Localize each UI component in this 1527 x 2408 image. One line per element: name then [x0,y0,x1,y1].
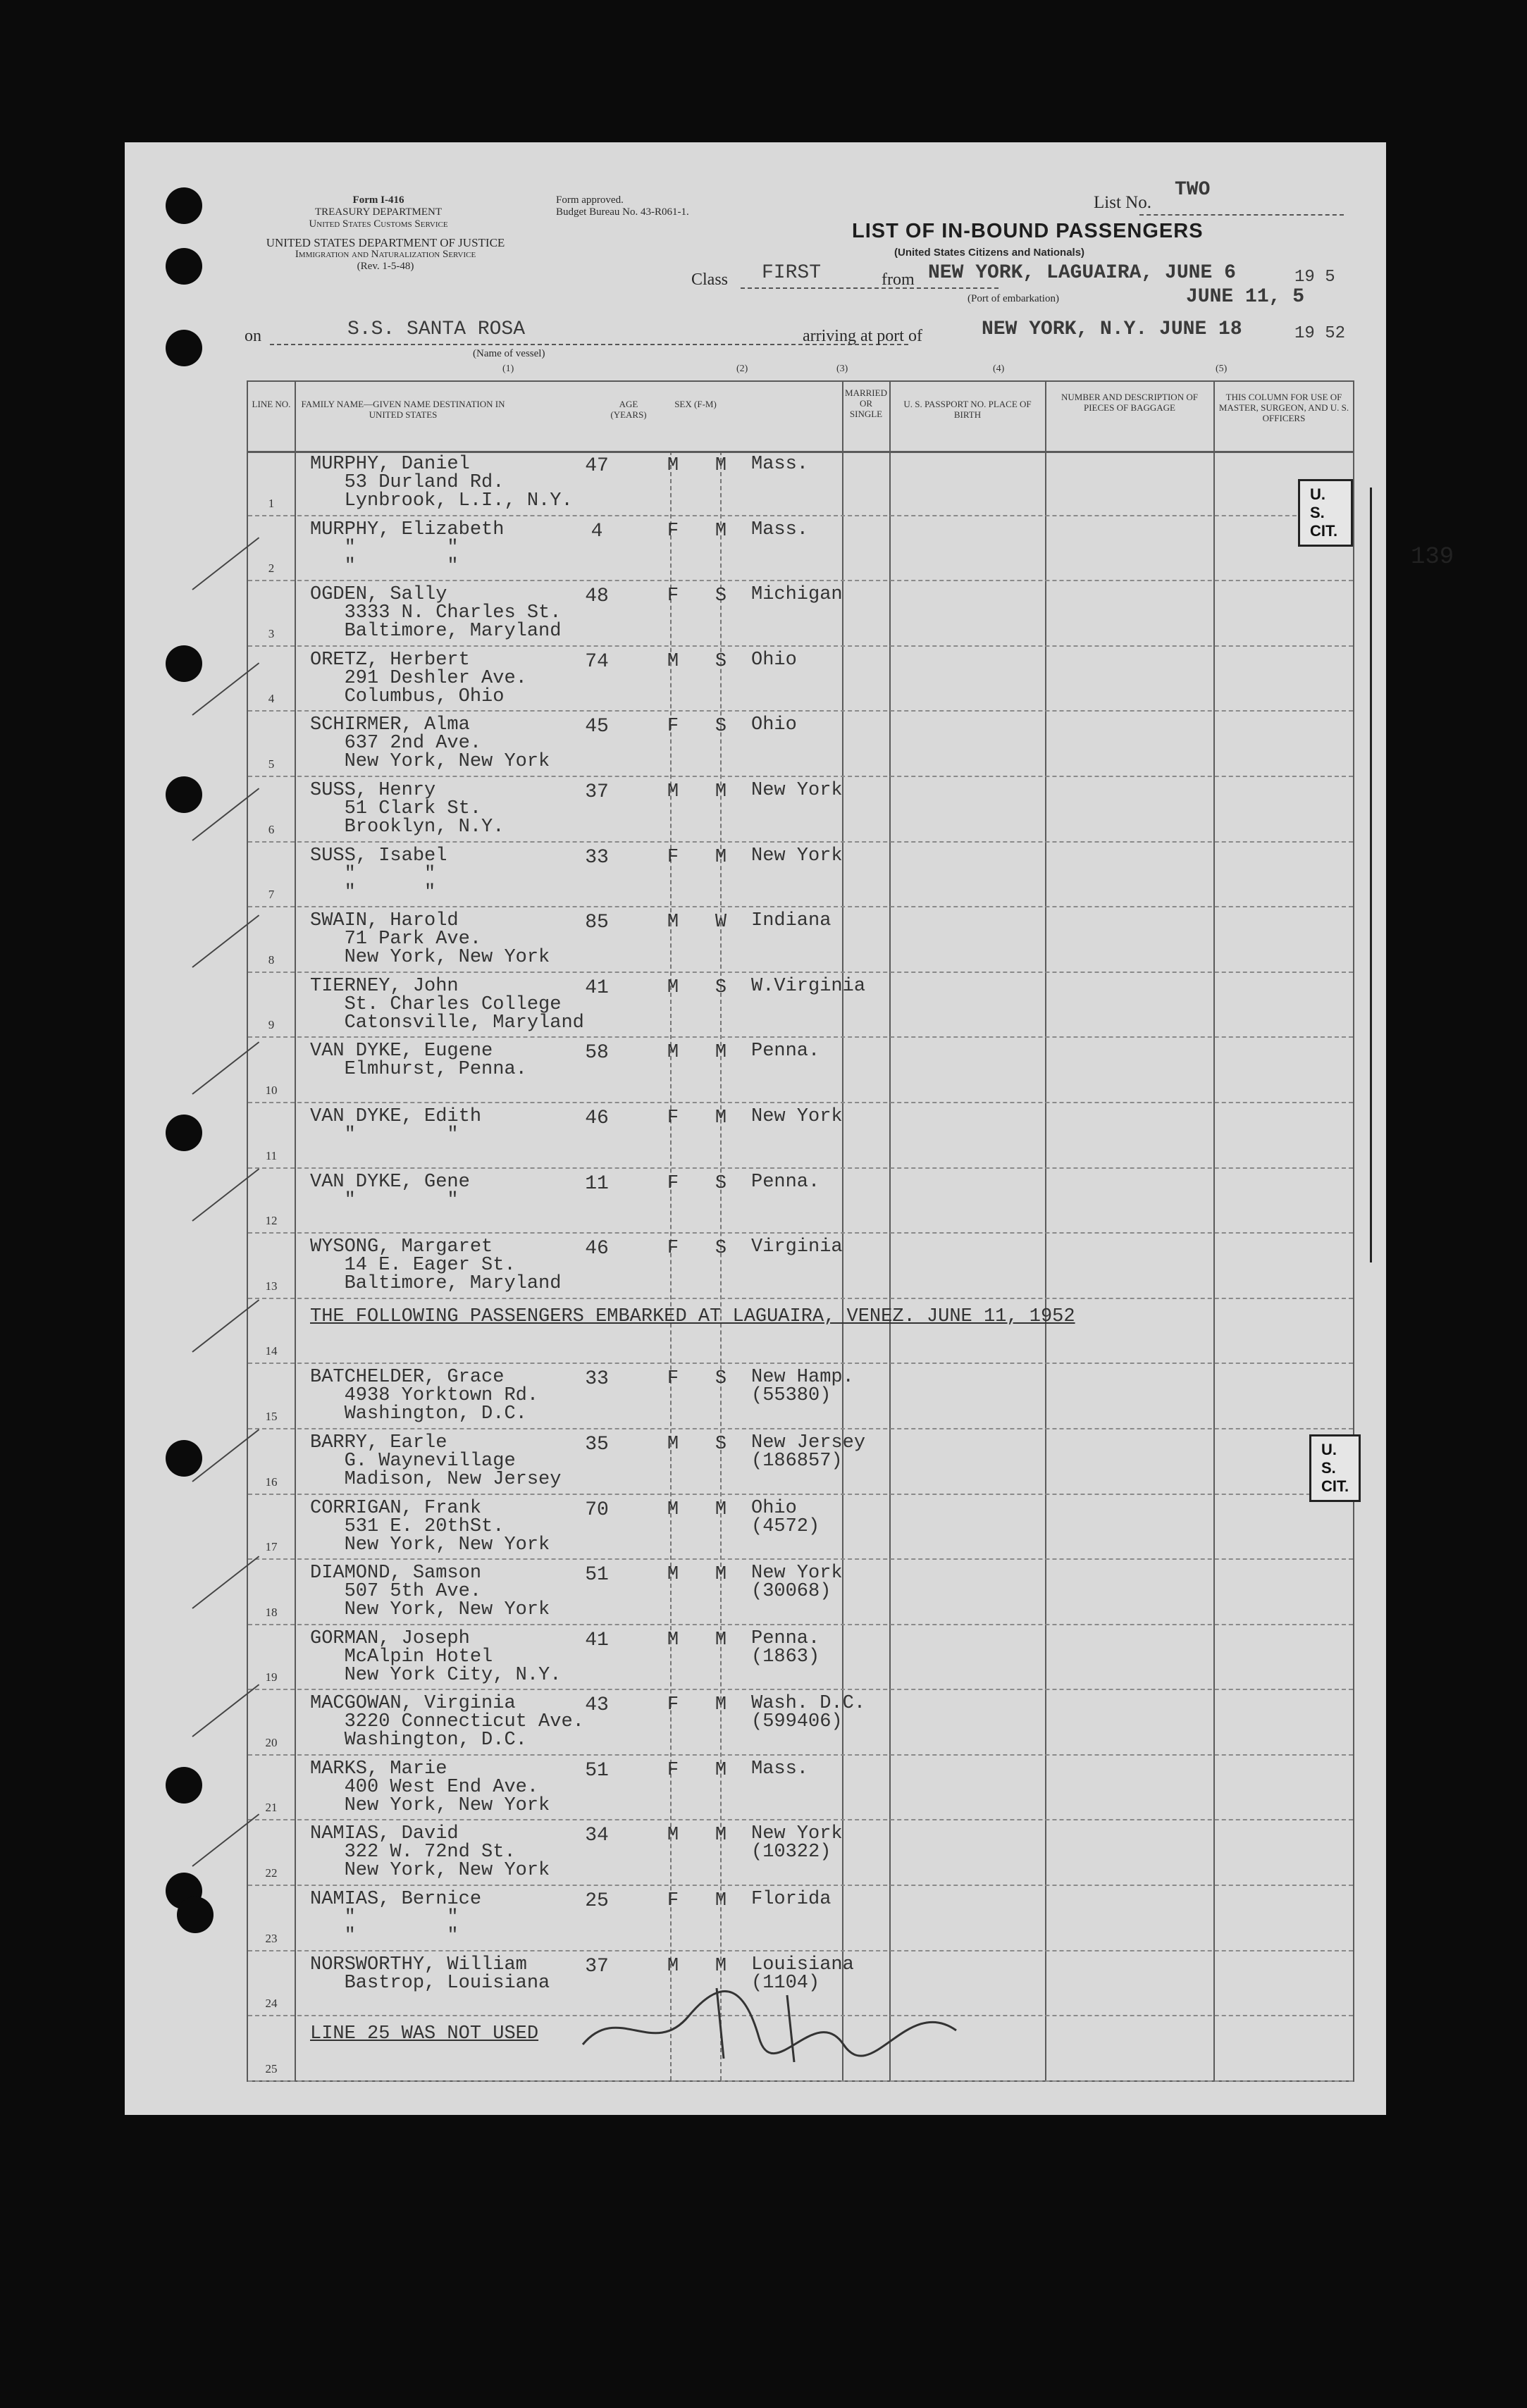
justice-text: UNITED STATES DEPARTMENT OF JUSTICE [266,236,505,249]
line-number: 6 [268,822,275,836]
line-number: 22 [265,1866,278,1880]
marital-status: W [715,912,727,933]
passenger-name: BARRY, Earle G. Waynevillage Madison, New Jersey [310,1432,562,1490]
passenger-name: ORETZ, Herbert 291 Deshler Ave. Columbus, Ohio [310,649,527,707]
passenger-age: 58 [585,1042,609,1065]
passenger-name: MARKS, Marie 400 West End Ave. New York, New York [310,1758,550,1816]
line-number: 10 [265,1083,278,1097]
marital-status: M [715,455,727,476]
table-row [248,1886,1353,1951]
marital-status: M [715,1564,727,1586]
header-married: MARRIED OR SINGLE [845,387,887,419]
passenger-name: MURPHY, Daniel 53 Durland Rd. Lynbrook, L.I., N.Y. [310,454,573,511]
treasury-text: TREASURY DEPARTMENT [314,206,443,218]
passenger-name: NAMIAS, David 322 W. 72nd St. New York, New York [310,1823,550,1882]
passenger-name: SUSS, Isabel " " " " [310,845,447,903]
revision-text: (Rev. 1-5-48) [357,261,414,272]
birthplace: New Jersey (186857) [751,1432,866,1472]
line-number: 8 [268,952,275,967]
line-number: 16 [265,1475,278,1489]
passenger-age: 33 [585,1368,609,1391]
list-no-label: List No. [1094,193,1151,212]
passenger-age: 34 [585,1825,609,1847]
line-number: 24 [265,1997,278,2011]
passenger-name: SWAIN, Harold 71 Park Ave. New York, New York [310,910,550,969]
marital-status: M [715,1890,727,1912]
passenger-name: NAMIAS, Bernice " " " " [310,1889,482,1947]
ins-text: Immigration and Naturalization Service [295,249,476,260]
table-row [248,1103,1353,1169]
table-body [248,451,1353,2080]
birthplace: Ohio [751,714,797,736]
passenger-table [247,380,1454,2082]
birthplace: Ohio (4572) [751,1497,820,1537]
table-row [248,1038,1353,1103]
marital-status: M [715,1498,727,1520]
table-row [248,907,1353,973]
marital-status: S [715,650,727,672]
marital-status: M [715,1759,727,1781]
passenger-sex: M [667,1955,679,1977]
birthplace: Mass. [751,1758,809,1780]
table-row [248,1495,1353,1560]
justice-block [245,237,526,273]
birthplace: Virginia [751,1236,843,1258]
col-num-3: (3) [836,364,848,374]
line-number: 21 [265,1801,278,1815]
passenger-age: 51 [585,1759,609,1782]
passenger-sex: F [667,1368,679,1390]
birthplace: Penna. [751,1171,820,1193]
table-row [248,1560,1353,1625]
passenger-name: NORSWORTHY, William Bastrop, Louisiana [310,1954,550,1994]
passenger-name: MURPHY, Elizabeth " " " " [310,519,505,577]
birthplace: Michigan [751,584,843,606]
marital-status: S [715,585,727,607]
passenger-sex: M [667,650,679,672]
passenger-age: 4 [591,520,603,542]
punch-hole [166,248,202,285]
punch-hole [166,1440,202,1477]
passenger-sex: F [667,520,679,542]
form-agency-block [287,194,470,230]
passenger-sex: F [667,1694,679,1716]
line-number: 13 [265,1279,278,1293]
marital-status: S [715,1368,727,1390]
passenger-sex: F [667,1238,679,1260]
passenger-age: 70 [585,1498,609,1521]
marital-status: M [715,1694,727,1716]
marital-status: M [715,520,727,542]
passenger-sex: M [667,781,679,802]
passenger-sex: M [667,1498,679,1520]
passenger-age: 11 [585,1172,609,1195]
birthplace: New Hamp. (55380) [751,1367,854,1407]
passenger-name: SCHIRMER, Alma 637 2nd Ave. New York, New York [310,714,550,773]
arriving-label: arriving at port of [803,327,922,345]
table-row [248,1234,1353,1299]
vessel-caption: (Name of vessel) [473,348,545,359]
passenger-sex: M [667,912,679,933]
line-number: 25 [265,2061,278,2075]
line-number: 20 [265,1735,278,1749]
passenger-age: 46 [585,1238,609,1260]
port-embark-caption: (Port of embarkation) [967,293,1059,304]
line-number: 18 [265,1605,278,1619]
passenger-name: SUSS, Henry 51 Clark St. Brooklyn, N.Y. [310,779,505,838]
table-row [248,1169,1353,1234]
passenger-name: CORRIGAN, Frank 531 E. 20thSt. New York, New York [310,1497,550,1556]
punch-hole [166,1115,202,1151]
passenger-name: DIAMOND, Samson 507 5th Ave. New York, New York [310,1563,550,1621]
passenger-sex: F [667,585,679,607]
passenger-name: MACGOWAN, Virginia 3220 Connecticut Ave. Washington, D.C. [310,1693,584,1751]
list-no-value: TWO [1175,179,1211,201]
line-number: 15 [265,1409,278,1423]
table-row [248,1756,1353,1821]
marital-status: S [715,1238,727,1260]
page-title: LIST OF IN-BOUND PASSENGERS [852,220,1204,242]
table-row [248,843,1353,908]
passenger-sex: M [667,1629,679,1651]
table-row [248,1820,1353,1886]
line-number: 17 [265,1540,278,1554]
birthplace: New York (10322) [751,1823,843,1863]
passenger-name: BATCHELDER, Grace 4938 Yorktown Rd. Washington, D.C. [310,1367,539,1425]
birthplace: Penna. [751,1041,820,1062]
arrival-port-value: NEW YORK, N.Y. JUNE 18 [982,318,1242,340]
punch-hole [166,776,202,813]
passenger-age: 47 [585,455,609,477]
line-number: 2 [268,561,275,576]
passenger-sex: F [667,716,679,738]
passenger-sex: M [667,1042,679,1064]
birthplace: New York [751,845,843,867]
birthplace: New York [751,1105,843,1127]
passenger-sex: M [667,976,679,998]
passenger-name: VAN DYKE, Eugene Elmhurst, Penna. [310,1041,527,1081]
table-header [248,382,1353,453]
passenger-age: 46 [585,1107,609,1129]
passenger-age: 51 [585,1564,609,1587]
class-label: Class [691,271,729,289]
passenger-sex: M [667,1433,679,1455]
passenger-sex: F [667,1172,679,1194]
col-num-4: (4) [993,364,1005,374]
line-number: 5 [268,757,275,771]
birthplace: Florida [751,1889,831,1911]
punch-hole [166,1767,202,1804]
birthplace: W.Virginia [751,975,866,997]
form-number: Form I-416 [352,194,404,206]
col-num-1: (1) [502,364,514,374]
birthplace: New York [751,779,843,801]
passenger-name: VAN DYKE, Edith " " [310,1105,482,1146]
embark-port-value: NEW YORK, LAGUAIRA, JUNE 6 [928,262,1236,284]
birthplace: Indiana [751,910,831,932]
table-row [248,777,1353,843]
line-number: 9 [268,1018,275,1032]
header-officers: THIS COLUMN FOR USE OF MASTER, SURGEON, AND U. S. OFFICERS [1218,392,1349,423]
table-row [248,1299,1353,1365]
passenger-name: GORMAN, Joseph McAlpin Hotel New York City, N.Y. [310,1627,562,1686]
year-arrival: 19 52 [1294,324,1346,343]
birthplace: Louisiana (1104) [751,1954,854,1994]
page-subtitle: (United States Citizens and Nationals) [894,247,1085,259]
us-citizen-stamp: U. S. CIT. [1298,479,1353,547]
col-num-5: (5) [1216,364,1228,374]
birthplace: Mass. [751,454,809,475]
table-row [248,1429,1353,1495]
header-name: FAMILY NAME—GIVEN NAME DESTINATION IN UNITED STATES [301,399,505,420]
passenger-age: 37 [585,781,609,803]
approval-block [556,194,739,218]
us-citizen-stamp: U. S. CIT. [1309,1434,1361,1502]
class-value: FIRST [762,262,822,284]
header-baggage: NUMBER AND DESCRIPTION OF PIECES OF BAGGAGE [1061,392,1198,413]
manifest-page [125,142,1454,2115]
line-number: 12 [265,1214,278,1228]
passenger-age: 25 [585,1890,609,1913]
year-embark: 19 5 [1294,268,1335,287]
line-number: 4 [268,692,275,706]
budget-text: Budget Bureau No. 43-R061-1. [556,206,689,218]
passenger-sex: F [667,846,679,868]
table-row [248,712,1353,777]
marital-status: M [715,1629,727,1651]
passenger-age: 33 [585,846,609,869]
birthplace: Penna. (1863) [751,1627,820,1668]
stamp-bar [1370,488,1372,1262]
margin-number: 139 [1411,544,1454,571]
passenger-age: 43 [585,1694,609,1717]
passenger-sex: F [667,1759,679,1781]
birthplace: Ohio [751,649,797,671]
line-number: 11 [265,1148,278,1162]
marital-status: M [715,846,727,868]
birthplace: Wash. D.C. (599406) [751,1693,866,1733]
header-sex: SEX (F-M) [674,399,717,409]
marital-status: S [715,1172,727,1194]
punch-hole [166,187,202,224]
line-number: 23 [265,1931,278,1945]
class-underline [741,287,999,289]
punch-hole [166,645,202,682]
table-row [248,973,1353,1038]
embark-port-value-2: JUNE 11, 5 [1186,286,1305,308]
passenger-name: VAN DYKE, Gene " " [310,1171,470,1211]
passenger-age: 41 [585,1629,609,1651]
passenger-sex: M [667,455,679,476]
marital-status: M [715,1955,727,1977]
table-row [248,1364,1353,1429]
customs-text: United States Customs Service [309,218,448,230]
line-number: 3 [268,626,275,640]
line-number: 14 [265,1344,278,1358]
header-age: AGE (YEARS) [610,399,647,420]
marital-status: M [715,1825,727,1847]
table-row [248,581,1353,647]
marital-status: S [715,976,727,998]
passenger-name: TIERNEY, John St. Charles College Catonsville, Maryland [310,975,584,1034]
marital-status: M [715,1107,727,1129]
passenger-age: 74 [585,650,609,673]
table-row [248,1625,1353,1691]
passenger-name: OGDEN, Sally 3333 N. Charles St. Baltimore, Maryland [310,584,562,643]
birthplace: New York (30068) [751,1563,843,1603]
passenger-age: 37 [585,1955,609,1978]
birthplace: Mass. [751,519,809,540]
marital-status: M [715,1042,727,1064]
passenger-age: 35 [585,1433,609,1456]
line-number: 7 [268,888,275,902]
passenger-age: 48 [585,585,609,608]
header-passport: U. S. PASSPORT NO. PLACE OF BIRTH [903,399,1032,420]
passenger-age: 45 [585,716,609,738]
line-number: 19 [265,1670,278,1684]
punch-hole [166,330,202,366]
table-row [248,1690,1353,1756]
passenger-age: 41 [585,976,609,999]
on-label: on [245,327,261,345]
line-number: 1 [268,496,275,510]
table-row [248,647,1353,712]
passenger-name: WYSONG, Margaret 14 E. Eager St. Baltimore, Maryland [310,1236,562,1295]
note-line: LINE 25 WAS NOT USED [310,2023,539,2045]
from-label: from [882,271,915,289]
approved-text: Form approved. [556,194,624,206]
marital-status: S [715,1433,727,1455]
note-line: THE FOLLOWING PASSENGERS EMBARKED AT LAGUAIRA, VENEZ. JUNE 11, 1952 [310,1305,1075,1327]
marital-status: S [715,716,727,738]
vessel-name: S.S. SANTA ROSA [347,318,526,340]
signature-scrawl [576,1974,970,2073]
list-no-underline [1139,214,1344,216]
marital-status: M [715,781,727,802]
passenger-sex: F [667,1107,679,1129]
punch-hole [177,1897,214,1933]
passenger-sex: F [667,1890,679,1912]
passenger-age: 85 [585,912,609,934]
col-num-2: (2) [736,364,748,374]
header-line: LINE NO. [252,399,291,409]
passenger-sex: M [667,1825,679,1847]
passenger-sex: M [667,1564,679,1586]
table-row [248,451,1353,516]
table-row [248,516,1353,582]
